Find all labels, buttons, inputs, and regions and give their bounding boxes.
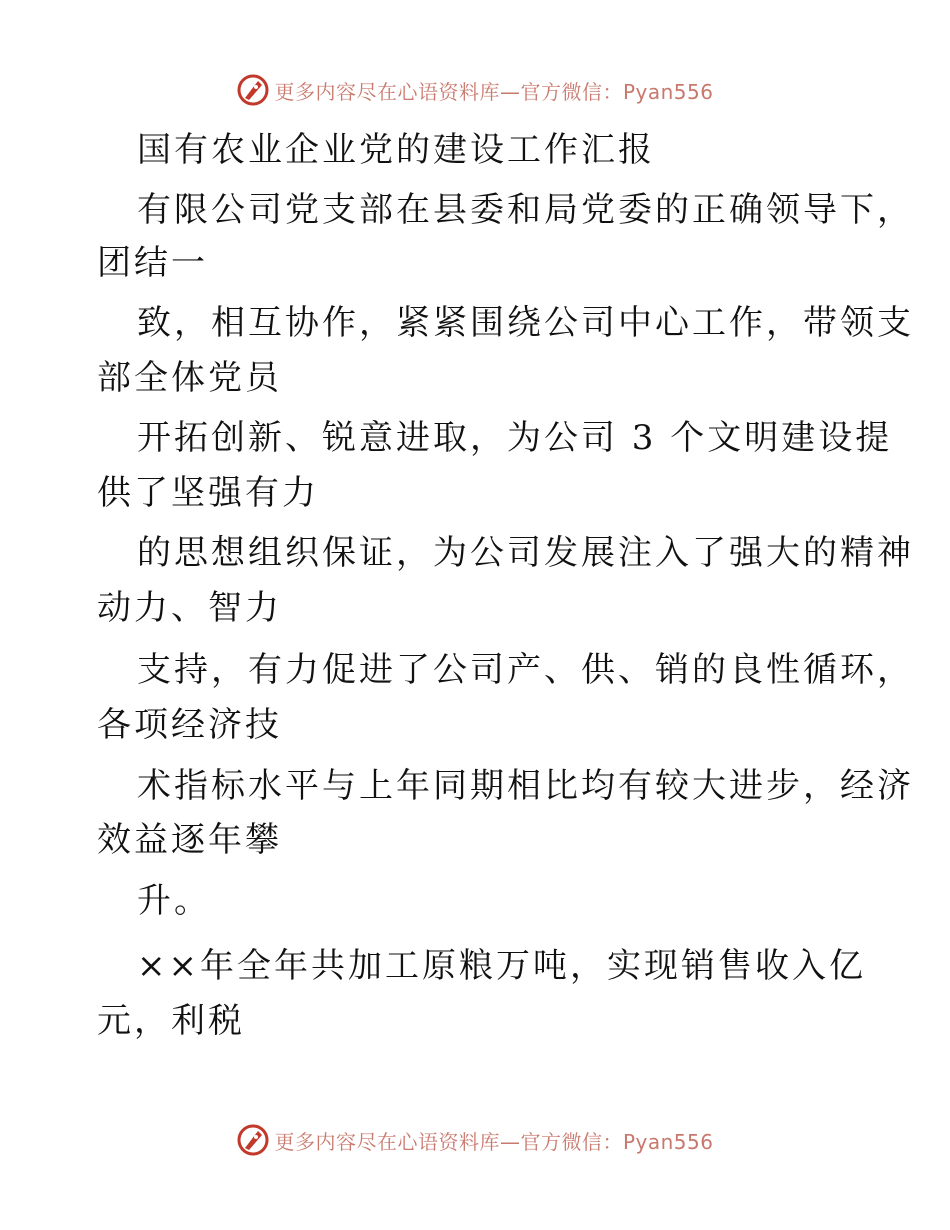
paragraph-line: 元，利税 <box>97 1001 245 1041</box>
document-title: 国有农业企业党的建设工作汇报 <box>137 130 655 170</box>
paragraph-line: 致，相互协作，紧紧围绕公司中心工作，带领支 <box>137 303 914 343</box>
paragraph-line: 升。 <box>137 881 211 921</box>
header-banner <box>0 70 950 110</box>
paragraph-line: 各项经济技 <box>97 705 282 745</box>
paragraph-line: 开拓创新、锐意进取，为公司 3 个文明建设提 <box>137 418 893 458</box>
paragraph-line: 团结一 <box>97 243 208 283</box>
paragraph-line: 效益逐年攀 <box>97 820 282 860</box>
paragraph-line: 有限公司党支部在县委和局党委的正确领导下， <box>137 190 914 230</box>
paragraph-line: 部全体党员 <box>97 358 282 398</box>
footer-banner-text: 更多内容尽在心语资料库—官方微信：Pyan556 <box>274 1129 714 1154</box>
paragraph-line: 支持，有力促进了公司产、供、销的良性循环， <box>137 650 914 690</box>
paragraph-line: ××年全年共加工原粮万吨，实现销售收入亿 <box>137 946 866 986</box>
paragraph-line: 术指标水平与上年同期相比均有较大进步，经济 <box>137 766 914 806</box>
paragraph-line: 动力、智力 <box>97 588 282 628</box>
header-banner-text: 更多内容尽在心语资料库—官方微信：Pyan556 <box>274 79 714 104</box>
paragraph-line: 供了坚强有力 <box>97 473 319 513</box>
pen-nib-logo-icon <box>236 1123 270 1157</box>
paragraph-line: 的思想组织保证，为公司发展注入了强大的精神 <box>137 533 914 573</box>
footer-banner <box>0 1120 950 1160</box>
pen-nib-logo-icon <box>236 73 270 107</box>
